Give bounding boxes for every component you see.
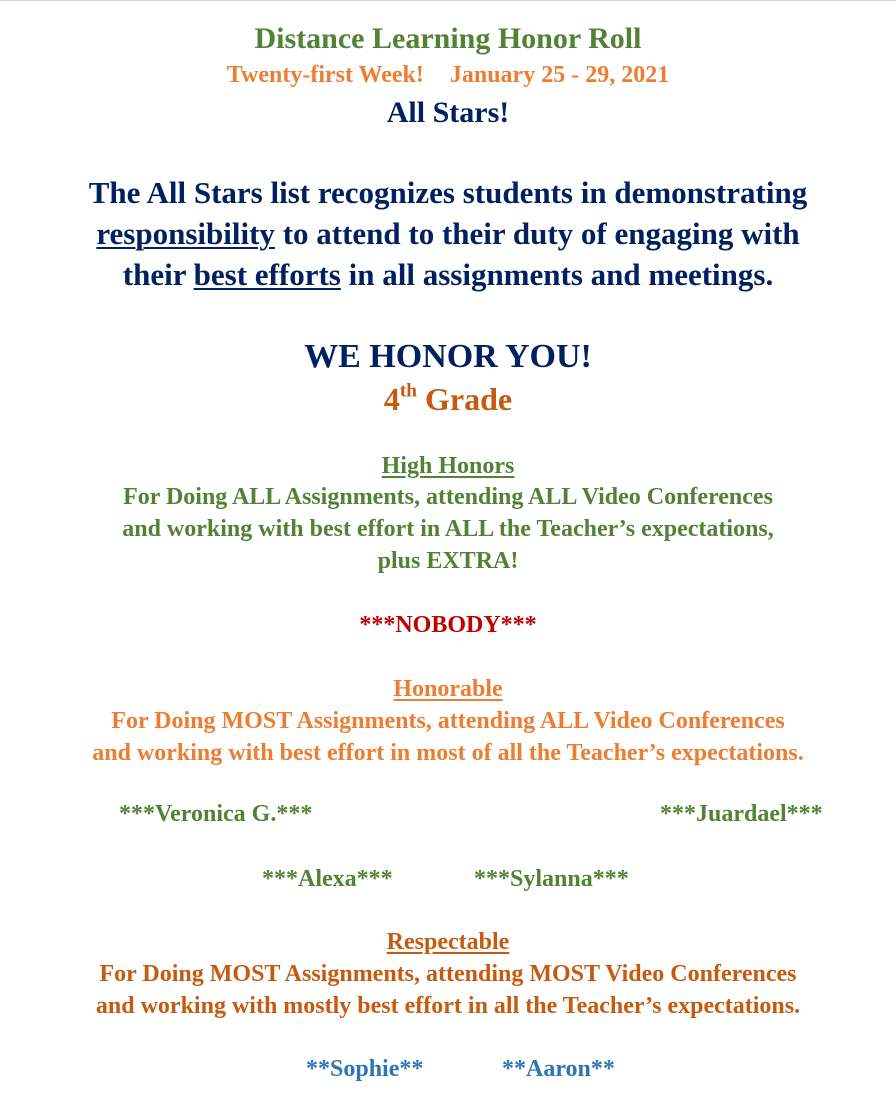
high-honors-line-2: and working with best effort in ALL the Teacher’s expectations, (122, 516, 774, 542)
high-honors-title (0, 453, 896, 480)
high-honors-line-3: plus EXTRA! (377, 548, 519, 574)
grade-word: Grade (416, 381, 513, 417)
honorable-line-2: and working with best effort in most of all the Teacher’s expectations. (92, 740, 804, 766)
intro-line-2 (0, 216, 896, 252)
grade-heading (0, 381, 896, 418)
student-name: **Sophie** (306, 1056, 424, 1082)
student-name: ***Alexa*** (262, 866, 393, 892)
honorable-title (0, 676, 896, 703)
week-label: Twenty-first Week! (226, 62, 424, 88)
intro-line-3 (0, 257, 896, 293)
respectable-line-1: For Doing MOST Assignments, attending MOST Video Conferences (99, 961, 797, 987)
student-name: ***Sylanna*** (474, 866, 629, 892)
grade-suffix: th (399, 380, 417, 402)
high-honors-student: ***NOBODY*** (359, 612, 537, 638)
grade-number: 4 (383, 381, 400, 417)
respectable-title-text: Respectable (386, 929, 510, 955)
intro-line-3-start: their (122, 257, 194, 292)
week-line (0, 62, 896, 89)
date-range: January 25 - 29, 2021 (449, 62, 670, 88)
intro-line-3-rest: in all assignments and meetings. (340, 257, 774, 292)
responsibility-word: responsibility (96, 216, 275, 251)
honorable-line-1: For Doing MOST Assignments, attending ALL Video Conferences (111, 708, 785, 734)
honorable-title-text: Honorable (393, 676, 503, 702)
student-name: **Aaron** (502, 1056, 615, 1082)
respectable-title (0, 929, 896, 956)
document-title: Distance Learning Honor Roll (254, 22, 642, 55)
student-name: ***Veronica G.*** (119, 801, 313, 827)
student-name: ***Juardael*** (660, 801, 823, 827)
respectable-line-2: and working with mostly best effort in all the Teacher’s expectations. (95, 993, 801, 1019)
high-honors-title-text: High Honors (381, 453, 515, 479)
all-stars-subtitle: All Stars! (386, 96, 510, 129)
top-border (0, 0, 896, 1)
intro-line-1: The All Stars list recognizes students in demonstrating (88, 175, 808, 210)
we-honor-you-heading: WE HONOR YOU! (304, 338, 592, 375)
high-honors-line-1: For Doing ALL Assignments, attending ALL Video Conferences (123, 484, 773, 510)
intro-line-2-rest: to attend to their duty of engaging with (274, 216, 800, 251)
best-efforts-word: best efforts (193, 257, 341, 292)
